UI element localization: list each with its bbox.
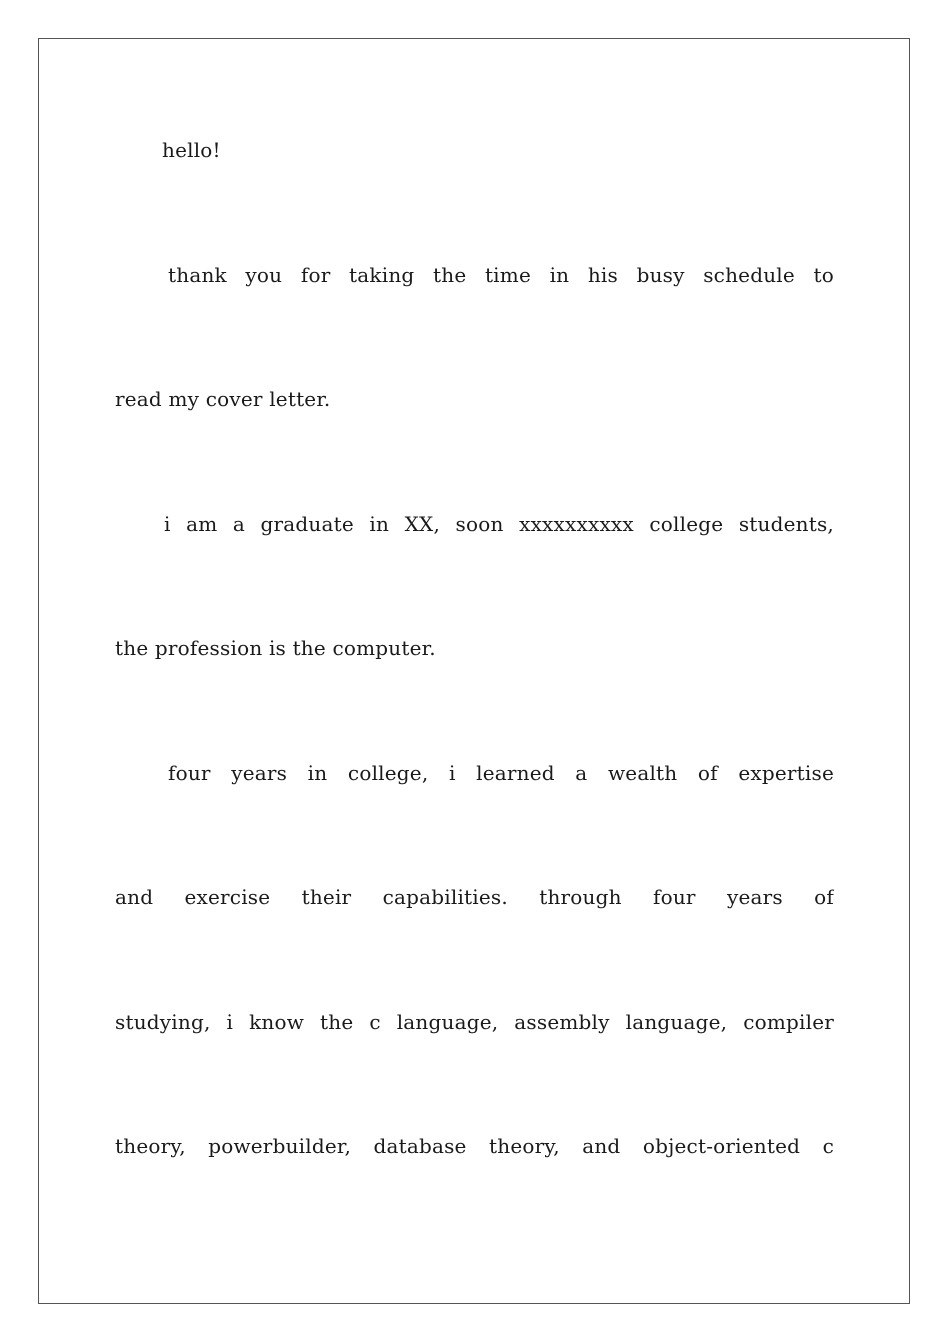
paragraph-1-line-1: thank you for taking the time in his busy schedule to — [168, 263, 834, 287]
paragraph-3-line-2: and exercise their capabilities. through four years of — [115, 885, 834, 909]
paragraph-1-line-2: read my cover letter. — [115, 387, 331, 411]
page-frame — [38, 38, 910, 1304]
paragraph-2-line-1: i am a graduate in XX, soon xxxxxxxxxx college students, — [164, 512, 834, 536]
greeting-line: hello! — [162, 138, 221, 162]
paragraph-3-line-4: theory, powerbuilder, database theory, and object-oriented c — [115, 1134, 834, 1158]
paragraph-3-line-1: four years in college, i learned a wealth of expertise — [168, 761, 834, 785]
paragraph-3-line-3: studying, i know the c language, assembly language, compiler — [115, 1010, 834, 1034]
paragraph-2-line-2: the profession is the computer. — [115, 636, 436, 660]
